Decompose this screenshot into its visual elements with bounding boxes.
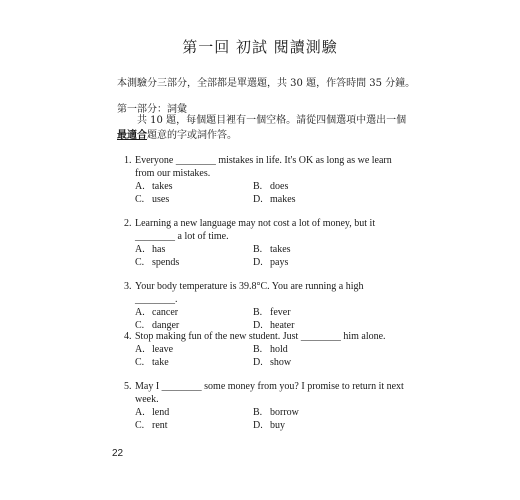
test-intro: 本測驗分三部分，全部都是單選題，共 30 題，作答時間 35 分鐘。 [117, 78, 416, 89]
question-number: 3. [124, 281, 132, 292]
option-letter: B. [253, 307, 263, 318]
option-letter: C. [135, 420, 145, 431]
option-text: rent [152, 420, 168, 431]
option-letter: A. [135, 244, 145, 255]
option-text: buy [270, 420, 285, 431]
option-d [253, 194, 371, 206]
option-c [135, 194, 253, 206]
option-letter: C. [135, 194, 145, 205]
option-text: heater [270, 320, 295, 331]
page-number: 22 [112, 448, 124, 459]
question-2 [124, 217, 404, 269]
question-stem: Your body temperature is 39.8°C. You are running a high ________. [135, 281, 364, 305]
option-b [253, 344, 371, 356]
question-number: 5. [124, 381, 132, 392]
option-a [135, 181, 253, 193]
option-a [135, 307, 253, 319]
instruction-text: 共 10 題，每個題目裡有一個空格。請從四個選項中選出一個 [137, 115, 407, 126]
question-stem: May I ________ some money from you? I promise to return it next week. [135, 381, 404, 405]
part-instruction [117, 113, 407, 143]
option-text: pays [270, 257, 289, 268]
option-letter: D. [253, 194, 263, 205]
option-b [253, 407, 371, 419]
question-number: 2. [124, 218, 132, 229]
option-text: show [270, 357, 292, 368]
option-b [253, 307, 371, 319]
question-5 [124, 380, 404, 432]
option-c [135, 257, 253, 269]
option-letter: A. [135, 407, 145, 418]
page-title: 第一回 初試 閱讀測驗 [182, 38, 338, 56]
option-a [135, 407, 253, 419]
option-letter: D. [253, 320, 263, 331]
option-d [253, 257, 371, 269]
option-letter: D. [253, 257, 263, 268]
question-number: 1. [124, 155, 132, 166]
option-letter: C. [135, 320, 145, 331]
option-text: lend [152, 407, 170, 418]
option-letter: C. [135, 357, 145, 368]
question-stem: Stop making fun of the new student. Just ________ him alone. [135, 331, 386, 342]
option-letter: A. [135, 181, 145, 192]
option-c [135, 357, 253, 369]
option-letter: B. [253, 244, 263, 255]
option-text: leave [152, 344, 174, 355]
option-d [253, 420, 371, 432]
option-letter: C. [135, 257, 145, 268]
option-text: hold [270, 344, 288, 355]
option-text: uses [152, 194, 170, 205]
option-a [135, 344, 253, 356]
option-text: borrow [270, 407, 299, 418]
option-letter: A. [135, 307, 145, 318]
option-b [253, 181, 371, 193]
option-text: danger [152, 320, 180, 331]
option-text: take [152, 357, 169, 368]
instruction-emphasis: 最適合 [117, 130, 147, 141]
question-stem: Learning a new language may not cost a lot of money, but it ________ a lot of time. [135, 218, 376, 242]
option-a [135, 244, 253, 256]
option-c [135, 420, 253, 432]
option-text: takes [152, 181, 173, 192]
option-text: does [270, 181, 289, 192]
question-stem: Everyone ________ mistakes in life. It's OK as long as we learn from our mistakes. [135, 155, 392, 179]
option-letter: B. [253, 407, 263, 418]
question-number: 4. [124, 331, 132, 342]
option-text: fever [270, 307, 291, 318]
instruction-text-end: 題意的字或詞作答。 [147, 130, 237, 141]
option-text: makes [270, 194, 296, 205]
option-letter: B. [253, 181, 263, 192]
option-text: spends [152, 257, 180, 268]
question-3 [124, 280, 404, 332]
option-letter: A. [135, 344, 145, 355]
part-heading: 第一部分：詞彙 [117, 104, 187, 115]
option-text: has [152, 244, 166, 255]
option-b [253, 244, 371, 256]
question-1 [124, 154, 404, 206]
option-letter: B. [253, 344, 263, 355]
option-text: takes [270, 244, 291, 255]
option-d [253, 357, 371, 369]
option-text: cancer [152, 307, 179, 318]
option-letter: D. [253, 357, 263, 368]
question-4 [124, 330, 404, 369]
option-letter: D. [253, 420, 263, 431]
